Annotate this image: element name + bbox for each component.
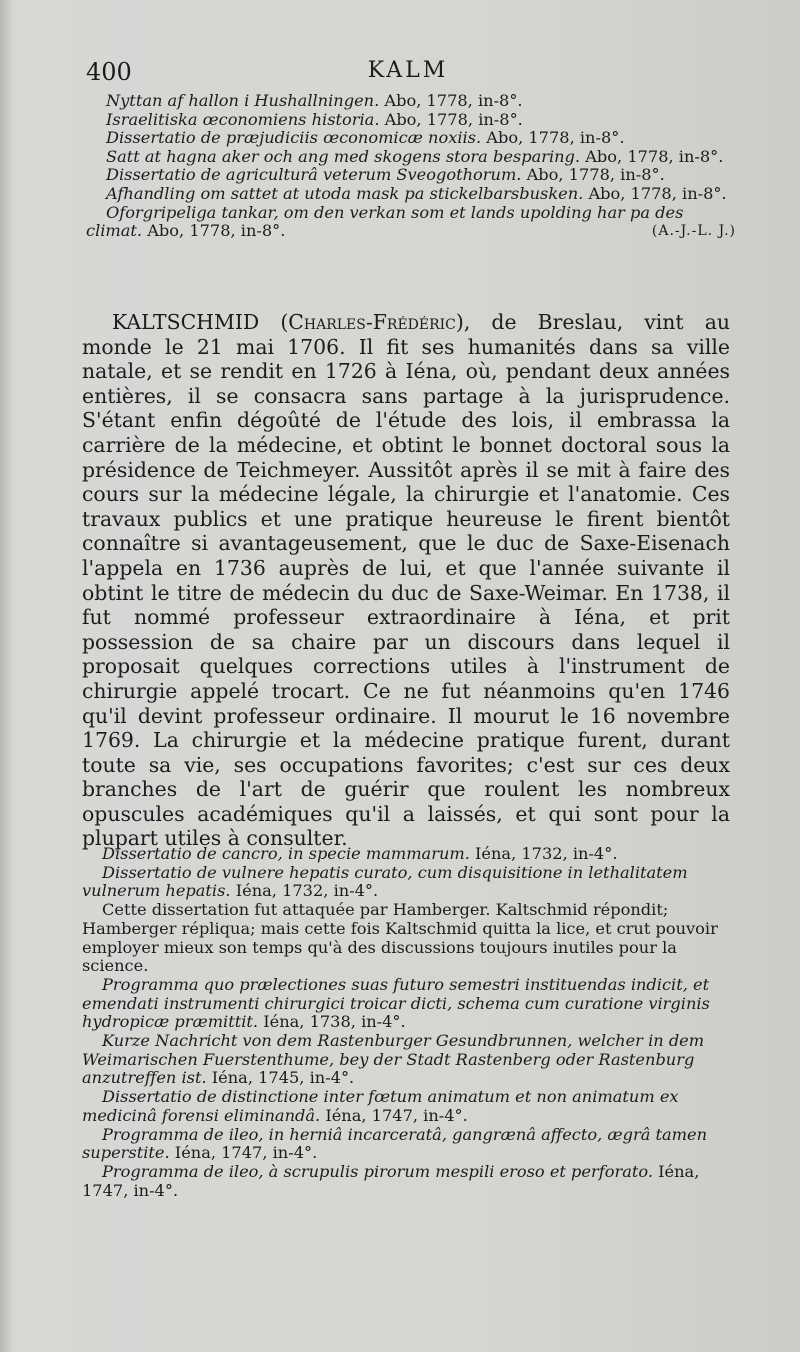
article-paragraph — [82, 310, 730, 851]
bibliography-entry: Programma de ileo, à scrupulis pirorum mespili eroso et perforato. Iéna, 1747, in-4°. — [82, 1161, 700, 1200]
bibliography-entry: Programma quo prælectiones suas futuro semestri instituendas indicit, et emendati instrumenti chirurgici troicar dicti, schema cum curatione virginis hydropicæ præmittit. Iéna, 1738, in-4°. — [82, 974, 710, 1032]
running-head: KALM — [367, 58, 449, 83]
article-bibliography — [82, 845, 732, 1200]
bibliography-entry: Oforgripeliga tankar, om den verkan som et lands upolding har pa des climat. Abo, 1778, in-8°. (A.-J.-L. J.) — [86, 202, 736, 241]
page-header — [86, 58, 730, 92]
article-body — [82, 310, 730, 851]
bibliography-entry: Afhandling om sattet at utoda mask pa stickelbarsbusken. Abo, 1778, in-8°. — [106, 183, 727, 203]
article-text: , de Breslau, vint au monde le 21 mai 1706. Il fit ses humanités dans sa ville natale, et se rendit en 1726 à Iéna, où, pendant deux années entières, il se consacra sans partage à la jurisprudence. S'étant enfin dégoûté de l'étude des lois, il embrassa la carrière de la médecine, et obtint le bonnet doctoral sous la présidence de Teichmeyer. Aussitôt après il se mit à faire des cours sur la médecine légale, la chirurgie et l'anatomie. Ces travaux publics et une pratique heureuse le firent bientôt connaître si avantageusement, que le duc de Saxe-Eisenach l'appela en 1736 auprès de lui, et que l'année suivante il obtint le titre de médecin du duc de Saxe-Weimar. En 1738, il fut nommé professeur extraordinaire à Iéna, et prit possession de sa chaire par un discours dans lequel il proposait quelques corrections utiles à l'instrument de chirurgie appelé trocart. Ce ne fut néanmoins qu'en 1746 qu'il devint professeur ordinaire. Il mourut le 16 novembre 1769. La chirurgie et la médecine pratique furent, durant toute sa vie, ses occupations favorites; c'est sur ces deux branches de l'art de guérir que roulent les nombreux opuscules académiques qu'il a laissés, et qui sont pour la plupart utiles à consulter. — [82, 310, 730, 851]
bibliography-entry: Dissertatio de præjudiciis œconomicæ noxiis. Abo, 1778, in-8°. — [106, 128, 625, 148]
previous-article-bibliography — [86, 92, 736, 241]
bibliography-entry: Kurze Nachricht von dem Rastenburger Gesundbrunnen, welcher in dem Weimarischen Fuerstenthume, bey der Stadt Rastenberg oder Rastenburg anzutreffen ist. Iéna, 1745, in-4°. — [82, 1031, 705, 1088]
bibliography-entry: Dissertatio de agriculturâ veterum Sveogothorum. Abo, 1778, in-8°. — [106, 165, 665, 185]
bibliography-entry: Satt at hagna aker och ang med skogens stora besparing. Abo, 1778, in-8°. — [106, 146, 724, 166]
author-credit: (A.-J.-L. J.) — [651, 223, 736, 240]
article-forenames: (Charles-Frédéric) — [280, 310, 464, 334]
bibliography-entry: Nyttan af hallon i Hushallningen. Abo, 1778, in-8°. — [106, 91, 523, 110]
page-number: 400 — [86, 58, 132, 86]
bibliography-entry: Israelitiska œconomiens historia. Abo, 1778, in-8°. — [106, 109, 523, 129]
bibliography-note: Cette dissertation fut attaquée par Hamberger. Kaltschmid répondit; Hamberger répliqua; mais cette fois Kaltschmid quitta la lice, et crut pouvoir employer mieux son temps qu'à des discussions toujours inutiles pour la science. — [82, 900, 718, 976]
article-headword: KALTSCHMID — [112, 310, 260, 334]
bibliography-entry: Dissertatio de distinctione inter fœtum animatum et non animatum ex medicinâ forensi eliminandâ. Iéna, 1747, in-4°. — [82, 1087, 679, 1125]
bibliography-entry: Programma de ileo, in herniâ incarceratâ, gangrænâ affecto, ægrâ tamen superstite. Iéna, 1747, in-4°. — [82, 1124, 708, 1163]
bibliography-entry: Dissertatio de vulnere hepatis curato, cum disquisitione in lethalitatem vulnerum hepatis. Iéna, 1732, in-4°. — [82, 862, 688, 901]
bibliography-entry: Dissertatio de cancro, in specie mammarum. Iéna, 1732, in-4°. — [102, 844, 618, 863]
